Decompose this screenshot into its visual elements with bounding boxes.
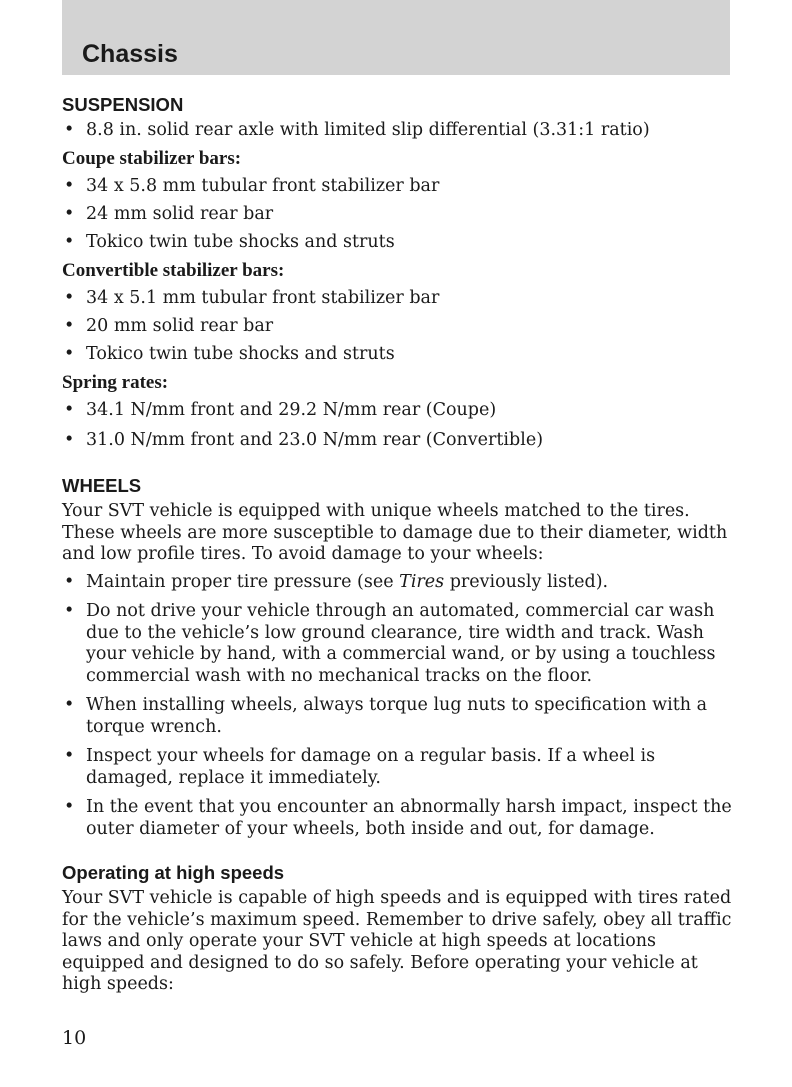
- subheading-coupe-stabilizer-bars: Coupe stabilizer bars:: [62, 148, 242, 169]
- spring-rates-list: [62, 400, 732, 451]
- section-heading-wheels: WHEELS: [62, 475, 142, 496]
- list-item: • 34.1 N/mm front and 29.2 N/mm rear (Coupe): [62, 400, 732, 422]
- suspension-list: [62, 120, 732, 142]
- list-item-text: previously listed).: [444, 571, 609, 592]
- section-heading-suspension: SUSPENSION: [62, 94, 184, 115]
- list-item: • When installing wheels, always torque lug nuts to specification with a torque wrench.: [62, 695, 732, 738]
- list-item: • Inspect your wheels for damage on a regular basis. If a wheel is damaged, replace it immediately.: [62, 746, 732, 789]
- page-content: [62, 94, 732, 1002]
- list-item: • Tokico twin tube shocks and struts: [62, 232, 732, 254]
- chapter-title: Chassis: [82, 40, 178, 68]
- convertible-list: [62, 288, 732, 366]
- list-item: • 20 mm solid rear bar: [62, 316, 732, 338]
- high-speeds-paragraph: Your SVT vehicle is capable of high speeds and is equipped with tires rated for the vehicle’s maximum speed. Remember to drive safely, obey all traffic laws and only operate your SVT vehicle at high speeds at locations equipped and designed to do so safely. Before operating your vehicle at high speeds:: [62, 888, 732, 994]
- spacer: [62, 848, 732, 862]
- wheels-intro-paragraph: Your SVT vehicle is equipped with unique wheels matched to the tires. These wheels are more susceptible to damage due to their diameter, width and low profile tires. To avoid damage to your wheels:: [62, 501, 728, 564]
- list-item-text: Maintain proper tire pressure (see: [86, 571, 400, 592]
- list-item: • In the event that you encounter an abnormally harsh impact, inspect the outer diameter of your wheels, both inside and out, for damage.: [62, 797, 732, 840]
- list-item: • 24 mm solid rear bar: [62, 204, 732, 226]
- tires-reference: Tires: [399, 571, 445, 592]
- list-item: • 34 x 5.8 mm tubular front stabilizer bar: [62, 176, 732, 198]
- chapter-header-band: [62, 0, 730, 75]
- subheading-convertible-stabilizer-bars: Convertible stabilizer bars:: [62, 260, 285, 281]
- list-item: • 8.8 in. solid rear axle with limited slip differential (3.31:1 ratio): [62, 120, 732, 142]
- wheels-list: [62, 572, 732, 841]
- list-item: • Tokico twin tube shocks and struts: [62, 344, 732, 366]
- section-heading-high-speeds: Operating at high speeds: [62, 862, 285, 883]
- spacer: [62, 459, 732, 475]
- list-item: • Do not drive your vehicle through an automated, commercial car wash due to the vehicle’s low ground clearance, tire width and track. Wash your vehicle by hand, with a commercial wand, or by using a touchless commercial wash with no mechanical tracks on the floor.: [62, 601, 732, 687]
- subheading-spring-rates: Spring rates:: [62, 372, 169, 393]
- page-number: 10: [62, 1027, 87, 1049]
- list-item: [62, 572, 732, 594]
- list-item: • 34 x 5.1 mm tubular front stabilizer bar: [62, 288, 732, 310]
- list-item: • 31.0 N/mm front and 23.0 N/mm rear (Convertible): [62, 430, 732, 452]
- coupe-list: [62, 176, 732, 254]
